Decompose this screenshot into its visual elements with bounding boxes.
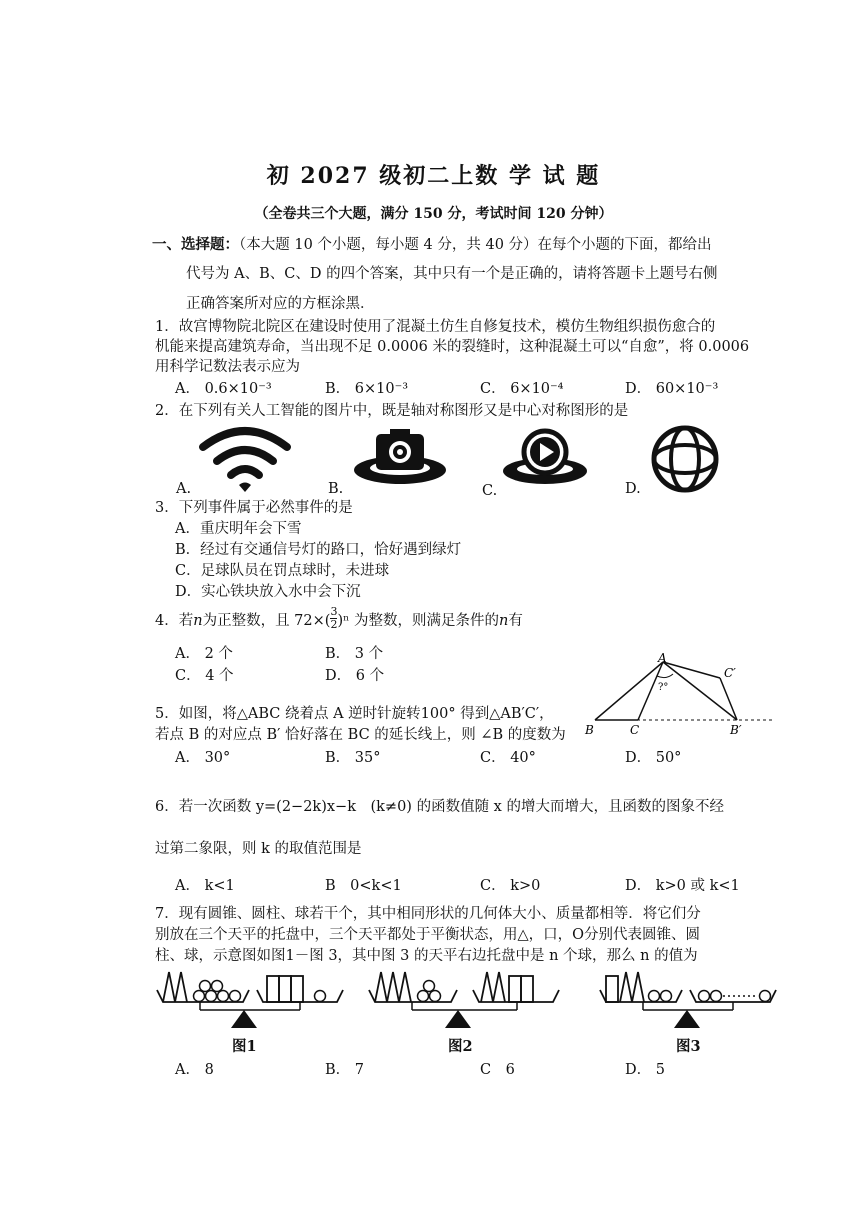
q2-label-b: B. [328,481,344,497]
q5-label-bprime: B′ [730,723,742,737]
q6-option-c: C． k>0 [480,878,541,894]
q4-frac-den: 2 [330,617,338,631]
q6-option-a: A． k<1 [175,878,235,894]
q3-option-a: A．重庆明年会下雪 [175,521,302,537]
q7-line3: 柱、球，示意图如图1－图 3，其中图 3 的天平右边托盘中是 n 个球，那么 n 的值为 [155,948,698,964]
section-intro-line2: 代号为 A、B、C、D 的四个答案，其中只有一个是正确的，请将答题卡上题号右侧 [186,266,718,282]
balance-figure-2 [367,970,562,1032]
section-heading: 一、选择题： [152,236,239,253]
q1-line2: 机能来提高建筑寿命，当出现不足 0.0006 米的裂缝时，这种混凝土可以“自愈”，将 0.0006 [155,339,750,355]
q4-var-n-2: n [499,613,509,630]
exam-subtitle: （全卷共三个大题，满分 150 分，考试时间 120 分钟） [254,206,613,222]
q7-option-d: D． 5 [625,1062,665,1078]
q4-stem-mid: 为正整数，且 72×( [202,613,331,630]
q5-label-angle: ?° [658,682,669,693]
q2-stem: 2．在下列有关人工智能的图片中，既是轴对称图形又是中心对称图形的是 [155,403,629,419]
q6-option-d: D． k>0 或 k<1 [625,878,740,894]
q5-line2: 若点 B 的对应点 B′ 恰好落在 BC 的延长线上，则 ∠B 的度数为 [155,727,566,743]
q4-var-n: n [193,613,203,630]
q2-label-d: D. [625,481,641,497]
q1-option-d: D． 60×10⁻³ [625,381,719,397]
q1-option-a: A． 0.6×10⁻³ [175,381,272,397]
q5-option-b: B． 35° [325,750,381,766]
q2-label-c: C. [482,483,498,499]
section-intro-line3: 正确答案所对应的方框涂黑． [186,296,375,312]
q7-option-b: B． 7 [325,1062,364,1078]
q1-option-c: C． 6×10⁻⁴ [480,381,564,397]
q4-option-c: C． 4 个 [175,668,234,684]
q5-option-a: A． 30° [175,750,231,766]
play-button-icon [500,425,590,490]
q5-line1: 5．如图，将△ABC 绕着点 A 逆时针旋转100° 得到△AB′C′， [155,706,554,722]
camera-icon [350,428,450,488]
section-intro-line1 [152,236,712,254]
wifi-icon [195,425,295,495]
q3-option-c: C．足球队员在罚点球时，未进球 [175,563,390,579]
q4-stem-before: 4．若 [155,613,194,630]
q2-label-a: A. [176,481,192,497]
q4-stem-end: 有 [508,613,523,630]
q7-option-c: C 6 [480,1062,515,1078]
q6-option-b: B 0<k<1 [325,878,402,894]
q5-label-cprime: C′ [724,666,736,680]
q1-option-b: B． 6×10⁻³ [325,381,409,397]
q4-stem-after: )ⁿ 为整数，则满足条件的 [337,613,499,630]
balance-figure-1 [155,970,350,1032]
q4-option-b: B． 3 个 [325,646,384,662]
q1-line1: 1．故宫博物院北院区在建设时使用了混凝土仿生自修复技术，模仿生物组织损伤愈合的 [155,319,716,335]
q7-line2: 别放在三个天平的托盘中，三个天平都处于平衡状态，用△，口，O分别代表圆锥、圆 [155,927,701,943]
q5-label-c: C [630,723,640,737]
q4-option-a: A． 2 个 [175,646,233,662]
q4-frac-num: 3 [330,605,338,618]
q4-stem [155,605,523,631]
figure-caption-2: 图2 [448,1038,473,1055]
figure-caption-1: 图1 [232,1038,257,1055]
q1-line3: 用科学记数法表示应为 [155,359,300,375]
q4-option-d: D． 6 个 [325,668,385,684]
q5-option-c: C． 40° [480,750,536,766]
q3-option-b: B．经过有交通信号灯的路口，恰好遇到绿灯 [175,542,462,558]
balance-figure-3 [598,970,783,1032]
q5-label-a: A [658,651,667,665]
q5-triangle-figure [580,650,780,745]
q5-option-d: D． 50° [625,750,682,766]
q7-line1: 7．现有圆锥、圆柱、球若干个，其中相同形状的几何体大小、质量都相等．将它们分 [155,906,701,922]
q3-option-d: D．实心铁块放入水中会下沉 [175,584,361,600]
q5-label-b: B [585,723,594,737]
q3-stem: 3．下列事件属于必然事件的是 [155,500,353,516]
exam-title: 初 2027 级初二上数 学 试 题 [266,163,601,189]
q6-line1: 6．若一次函数 y=(2−2k)x−k (k≠0) 的函数值随 x 的增大而增大，且函数的图象不经 [155,799,724,815]
globe-icon [650,424,720,494]
section-intro-text: （本大题 10 个小题，每小题 4 分，共 40 分）在每个小题的下面，都给出 [239,237,712,253]
q7-option-a: A． 8 [175,1062,214,1078]
q6-line2: 过第二象限，则 k 的取值范围是 [155,841,362,857]
figure-caption-3: 图3 [676,1038,701,1055]
